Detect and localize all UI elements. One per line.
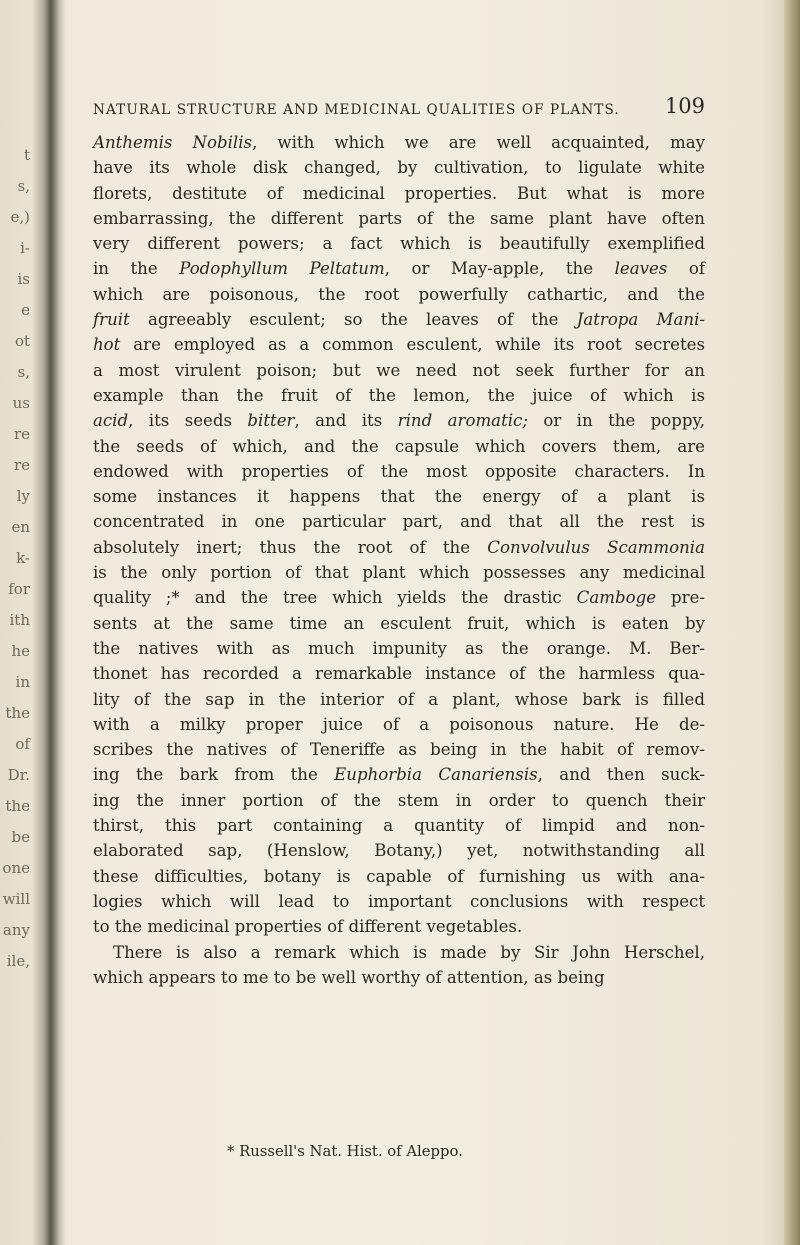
text-run: example than the fruit of the lemon, the juice of which is [93, 385, 705, 405]
footnote: * Russell's Nat. Hist. of Aleppo. [227, 1143, 463, 1160]
text-run: which are poisonous, the root powerfully cathartic, and the [93, 284, 705, 304]
fragment: any [2, 921, 30, 939]
text-line [93, 889, 705, 914]
text-run: the seeds of which, and the capsule which covers them, are [93, 436, 705, 456]
text-run: are employed as a common esculent, while its root secretes [120, 335, 705, 355]
text-run: of [667, 259, 705, 279]
fragment: en [11, 518, 30, 536]
text-run: elaborated sap, (Henslow, Botany,) yet, notwithstanding all [93, 841, 705, 861]
text-run: thonet has recorded a remarkable instance of the harmless qua- [93, 664, 705, 684]
fragment: s, [17, 363, 30, 381]
body-text [93, 130, 705, 990]
text-run: embarrassing, the different parts of the same plant have often [93, 208, 705, 228]
text-line [93, 712, 705, 737]
text-run: a most virulent poison; but we need not seek further for an [93, 360, 705, 380]
text-run: scribes the natives of Teneriffe as being in the habit of remov- [93, 740, 705, 760]
fragment: of [15, 735, 30, 753]
page-header [93, 88, 705, 128]
text-line [93, 687, 705, 712]
italic-term: hot [93, 335, 121, 355]
text-line [93, 332, 705, 357]
italic-term: Euphorbia Canariensis [334, 765, 538, 785]
text-line [93, 737, 705, 762]
text-line [93, 181, 705, 206]
fragment: the [5, 704, 30, 722]
text-run: some instances it happens that the energy of a plant is [93, 487, 705, 507]
italic-term: Jatropa Mani- [576, 310, 705, 330]
text-line [93, 383, 705, 408]
text-run: or in the poppy, [527, 411, 705, 431]
text-line [93, 864, 705, 889]
fragment: us [12, 394, 30, 412]
text-run: thirst, this part containing a quantity of limpid and non- [93, 816, 705, 836]
text-run: , and its [294, 411, 398, 431]
text-run: have its whole disk changed, by cultivation, to ligulate white [93, 158, 705, 178]
fragment: e,) [10, 208, 30, 226]
text-run: sents at the same time an esculent fruit, which is eaten by [93, 613, 705, 633]
fragment: t [23, 146, 30, 164]
italic-term: Podophyllum Peltatum [179, 259, 385, 279]
fragment: re [13, 456, 30, 474]
text-line [93, 130, 705, 155]
text-run: absolutely inert; thus the root of the [93, 537, 488, 557]
text-run: quality ;* and the tree which yields the drastic [93, 588, 577, 608]
text-line [93, 282, 705, 307]
italic-term: Camboge [576, 588, 657, 608]
text-run: these difficulties, botany is capable of furnishing us with ana- [93, 866, 705, 886]
text-line [93, 358, 705, 383]
text-line [93, 484, 705, 509]
fragment: ith [9, 611, 30, 629]
italic-term: leaves [614, 259, 668, 279]
text-run: with a milky proper juice of a poisonous nature. He de- [93, 714, 705, 734]
text-line [93, 408, 705, 433]
text-line [93, 307, 705, 332]
text-line [93, 434, 705, 459]
text-run: logies which will lead to important conclusions with respect [93, 891, 705, 911]
text-run: very different powers; a fact which is beautifully exemplified [93, 234, 705, 254]
text-run: , its seeds [128, 411, 248, 431]
text-run: lity of the sap in the interior of a plant, whose bark is filled [93, 689, 705, 709]
text-line [93, 940, 705, 965]
fragment: e [21, 301, 30, 319]
text-run: which appears to me to be well worthy of attention, as being [93, 967, 605, 987]
text-line [93, 914, 705, 939]
fragment: re [13, 425, 30, 443]
fragment: be [11, 828, 30, 846]
text-run: florets, destitute of medicinal properties. But what is more [93, 183, 705, 203]
text-run: in the [93, 259, 180, 279]
text-run: to the medicinal properties of different vegetables. [93, 917, 523, 937]
text-run: pre- [656, 588, 706, 608]
text-line [93, 611, 705, 636]
text-run: , and then suck- [537, 765, 705, 785]
text-run: ing the inner portion of the stem in order to quench their [93, 790, 705, 810]
text-line [93, 256, 705, 281]
italic-term: fruit [93, 310, 130, 330]
page-number: 109 [664, 94, 705, 118]
fragment: the [5, 797, 30, 815]
book-gutter [32, 0, 66, 1245]
text-run: agreeably esculent; so the leaves of the [129, 310, 577, 330]
text-line [93, 231, 705, 256]
text-line [93, 636, 705, 661]
fragment: in [15, 673, 30, 691]
fragment: will [2, 890, 30, 908]
text-line [93, 206, 705, 231]
fragment: is [17, 270, 30, 288]
text-run: ing the bark from the [93, 765, 335, 785]
fragment: ly [16, 487, 30, 505]
fragment: ile, [6, 952, 30, 970]
italic-term: bitter [247, 411, 295, 431]
text-run: There is also a remark which is made by Sir John Herschel, [113, 942, 705, 962]
fragment: for [8, 580, 30, 598]
text-run: , or May-apple, the [384, 259, 615, 279]
text-line [93, 965, 705, 990]
page-edge [784, 0, 800, 1245]
italic-term: Anthemis Nobilis [93, 133, 253, 152]
text-run: concentrated in one particular part, and that all the rest is [93, 512, 705, 532]
facing-page-fragments [0, 140, 30, 970]
italic-term: Convolvulus Scammonia [487, 537, 705, 557]
italic-term: rind aromatic; [397, 411, 528, 431]
text-line [93, 535, 705, 560]
text-line [93, 661, 705, 686]
fragment: ot [14, 332, 30, 350]
text-line [93, 585, 705, 610]
text-line [93, 459, 705, 484]
running-head: NATURAL STRUCTURE AND MEDICINAL QUALITIES OF PLANTS. [93, 102, 620, 118]
fragment: he [11, 642, 30, 660]
text-line [93, 838, 705, 863]
text-run: , with which we are well acquainted, may [252, 133, 706, 152]
text-run: is the only portion of that plant which possesses any medicinal [93, 563, 705, 583]
text-run: endowed with properties of the most opposite characters. In [93, 461, 705, 481]
text-line [93, 155, 705, 180]
text-run: the natives with as much impunity as the orange. M. Ber- [93, 638, 705, 658]
fragment: Dr. [7, 766, 30, 784]
text-line [93, 762, 705, 787]
text-line [93, 788, 705, 813]
text-line [93, 509, 705, 534]
fragment: one [2, 859, 30, 877]
text-line [93, 813, 705, 838]
text-line [93, 560, 705, 585]
fragment: k- [16, 549, 30, 567]
italic-term: acid [93, 411, 129, 431]
fragment: i- [20, 239, 30, 257]
fragment: s, [17, 177, 30, 195]
